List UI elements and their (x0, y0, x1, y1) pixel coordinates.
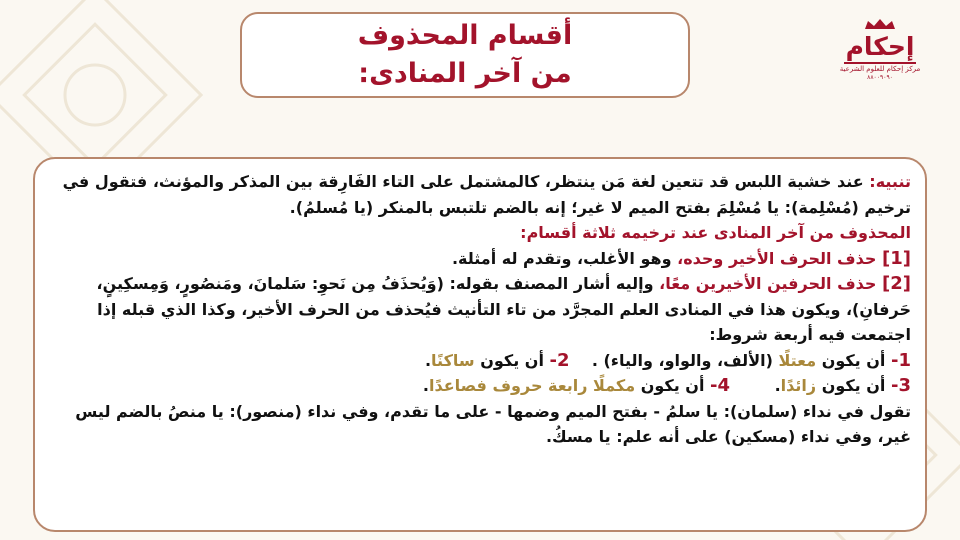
condition-2-term: ساكنًا (431, 350, 475, 370)
note-label: تنبيه: (869, 172, 911, 191)
conclusion-paragraph: تقول في نداء (سلمان): يا سلمُ - بفتح الميم وضمها - على ما تقدم، وفي نداء (منصور): يا منصُ بالضم ليس غير، وفي نداء (مسكين) على أنه علم: يا مسكُ. (75, 401, 911, 446)
logo-name: إحكام (844, 32, 917, 64)
note-text: عند خشية اللبس قد تتعين لغة مَن ينتظر، كالمشتمل على التاء الفَارِقة بين المذكر والمؤنث، فتقول في ترخيم (مُسْلِمة): يا مُسْلِمَ بفتح الميم لا غير؛ إنه بالضم تلتبس بالمنكر (يا مُسلمُ). (62, 172, 911, 217)
section-heading: المحذوف من آخر المنادى عند ترخيمه ثلاثة أقسام: (520, 223, 911, 242)
crown-icon (863, 18, 897, 30)
item-2-number: [2] (882, 273, 911, 294)
condition-2-suffix: . (424, 350, 432, 370)
condition-1-prefix: أن يكون (821, 350, 886, 370)
item-1-label: حذف الحرف الأخير وحده، (677, 248, 877, 268)
condition-3-term: زائدًا (780, 376, 817, 395)
item-2-text: وإليه أشار المصنف بقوله: (وَيُحذَفُ مِن نَحوِ: سَلمانَ، ومَنصُورٍ، وَمِسكِينٍ، حَرفانِ)، ويكون هذا في المنادى العلم المجرَّد من تاء التأنيث فيُحذف من الحرف الأخير، وكذا الذي قبله إذا اجتمعت فيه أربعة شروط: (96, 274, 911, 344)
title-line-1: أقسام المحذوف (357, 20, 573, 51)
condition-1-suffix: (الألف، والواو، والياء) . (591, 350, 773, 370)
item-2-label: حذف الحرفين الأخيرين معًا، (659, 274, 877, 293)
condition-4-number: 4- (710, 375, 731, 396)
condition-4-suffix: . (422, 376, 429, 395)
item-1 (49, 246, 911, 272)
condition-4-prefix: أن يكون (640, 376, 705, 395)
content-box (33, 157, 927, 532)
condition-1-number: 1- (890, 349, 911, 371)
item-1-text: وهو الأغلب، وتقدم له أمثلة. (451, 248, 672, 268)
conditions-row-2 (49, 373, 911, 399)
conditions-row-1 (49, 348, 911, 374)
title-line-2: من آخر المنادى: (358, 58, 572, 89)
logo-number: ٨٨٠٠٩٠٩٠ (867, 74, 893, 81)
condition-2-number: 2- (549, 349, 570, 371)
condition-3-prefix: أن يكون (821, 376, 886, 395)
condition-3-suffix: . (774, 376, 781, 395)
title-box (240, 12, 690, 98)
logo-subtitle: مركز إحكام للعلوم الشرعية (839, 65, 921, 73)
condition-4-term: مكملًا رابعة حروف فصاعدًا (428, 376, 636, 395)
item-1-number: [1] (882, 247, 911, 269)
condition-1-term: معتلًا (778, 350, 817, 370)
note-paragraph (49, 169, 911, 220)
condition-2-prefix: أن يكون (480, 350, 544, 370)
condition-3-number: 3- (890, 375, 911, 396)
item-2 (49, 271, 911, 348)
logo (839, 18, 921, 96)
